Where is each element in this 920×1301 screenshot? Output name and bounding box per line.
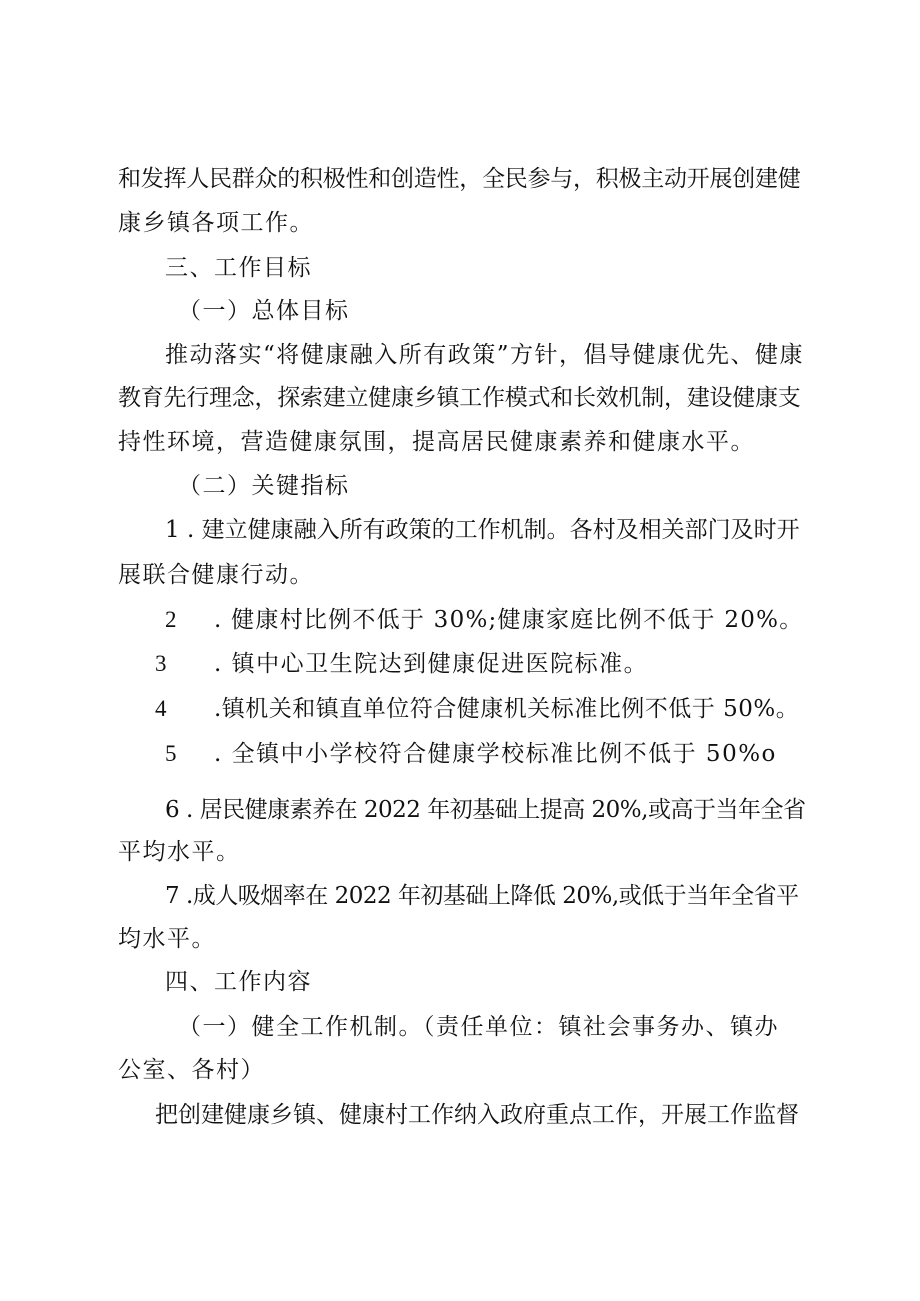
paragraph-line: 康乡镇各项工作。 <box>118 210 314 236</box>
list-item: . 镇中心卫生院达到健康促进医院标准。 <box>214 651 649 677</box>
list-item: 展联合健康行动。 <box>118 562 314 588</box>
list-item: 6 . 居民健康素养在 2022 年初基础上提高 20%,或高于当年全省 <box>165 797 806 823</box>
paragraph-line: 把创建健康乡镇、健康村工作纳入政府重点工作，开展工作监督 <box>155 1102 799 1128</box>
subsection-heading: （二）关键指标 <box>178 473 350 499</box>
list-item: . 全镇中小学校符合健康学校标准比例不低于 50%o <box>214 741 777 767</box>
list-item-number: 3 <box>155 651 167 676</box>
paragraph-line: 持性环境，营造健康氛围，提高居民健康素养和健康水平。 <box>118 429 755 455</box>
list-item-number: 4 <box>155 696 167 721</box>
list-item: 1 . 建立健康融入所有政策的工作机制。各村及相关部门及时开 <box>165 517 800 543</box>
list-item: . 健康村比例不低于 30%;健康家庭比例不低于 20%。 <box>214 607 804 633</box>
subsection-heading: 公室、各村） <box>118 1057 265 1083</box>
section-heading: 四、工作内容 <box>165 969 312 995</box>
list-item: 平均水平。 <box>118 839 241 865</box>
paragraph-line: 教育先行理念，探索建立健康乡镇工作模式和长效机制，建设健康支 <box>118 385 801 411</box>
paragraph-line: 和发挥人民群众的积极性和创造性，全民参与，积极主动开展创建健 <box>118 166 801 192</box>
section-heading: 三、工作目标 <box>165 255 312 281</box>
paragraph-line: 推动落实“将健康融入所有政策”方针，倡导健康优先、健康 <box>165 342 805 368</box>
subsection-heading: （一）总体目标 <box>178 298 350 324</box>
list-item: 均水平。 <box>118 926 216 952</box>
list-item-number: 5 <box>165 741 177 766</box>
list-item: .镇机关和镇直单位符合健康机关标准比例不低于 50%。 <box>214 696 800 722</box>
subsection-heading: （一）健全工作机制。（责任单位：镇社会事务办、镇办 <box>178 1014 779 1040</box>
list-item: 7 .成人吸烟率在 2022 年初基础上降低 20%,或低于当年全省平 <box>165 883 799 909</box>
list-item-number: 2 <box>165 607 177 632</box>
